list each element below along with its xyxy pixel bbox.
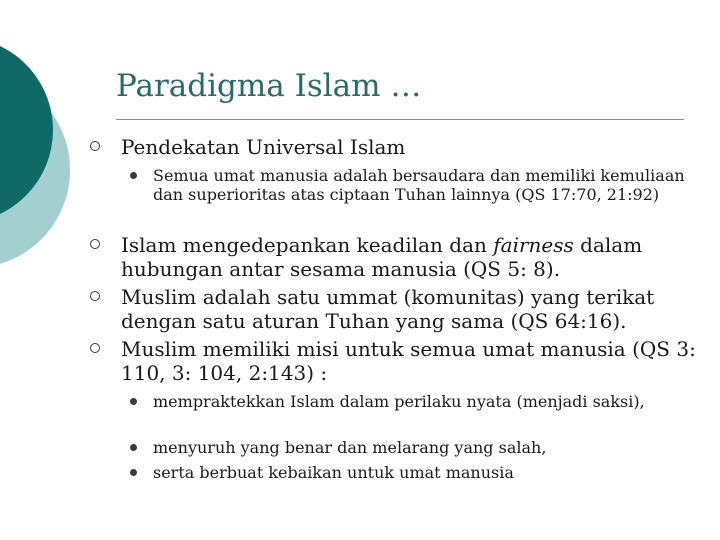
bullet-text-part: Islam mengedepankan keadilan dan — [121, 233, 494, 257]
hollow-circle-bullet-icon — [90, 141, 100, 151]
sub-bullet-text: menyuruh yang benar dan melarang yang salah, — [153, 438, 547, 457]
filled-dot-bullet-icon — [130, 444, 137, 451]
bullet-ummat — [121, 285, 701, 333]
hollow-circle-bullet-icon — [90, 343, 100, 353]
bullet-text — [121, 233, 701, 281]
hollow-circle-bullet-icon — [90, 291, 100, 301]
bullet-text: Muslim adalah satu ummat (komunitas) yang terikat dengan satu aturan Tuhan yang sama (QS 64:16). — [121, 285, 655, 333]
sub-bullet-text: Semua umat manusia adalah bersaudara dan memiliki kemuliaan dan superioritas atas ciptaan Tuhan lainnya (QS 17:70, 21:92) — [153, 166, 685, 204]
bullet-text: Muslim memiliki misi untuk semua umat manusia (QS 3: 110, 3: 104, 2:143) : — [121, 337, 696, 385]
bullet-text: Pendekatan Universal Islam — [121, 135, 406, 159]
sub-bullet-practice — [153, 392, 693, 411]
slide-title: Paradigma Islam … — [116, 68, 422, 104]
hollow-circle-bullet-icon — [90, 239, 100, 249]
filled-dot-bullet-icon — [130, 469, 137, 476]
bullet-universal-islam — [121, 135, 701, 159]
bullet-text-part: dalam hubungan antar sesama manusia (QS 5: 8). — [121, 233, 643, 281]
filled-dot-bullet-icon — [130, 172, 137, 179]
bullet-text-italic: fairness — [493, 233, 574, 257]
filled-dot-bullet-icon — [130, 398, 137, 405]
bullet-mission — [121, 337, 701, 385]
sub-bullet-enjoin-good — [153, 438, 693, 457]
title-divider — [116, 119, 684, 120]
sub-bullet-do-good — [153, 463, 693, 482]
bullet-fairness — [121, 233, 701, 281]
sub-bullet-brotherhood — [153, 166, 693, 204]
sub-bullet-text: serta berbuat kebaikan untuk umat manusia — [153, 463, 514, 482]
sub-bullet-text: mempraktekkan Islam dalam perilaku nyata (menjadi saksi), — [153, 392, 645, 411]
